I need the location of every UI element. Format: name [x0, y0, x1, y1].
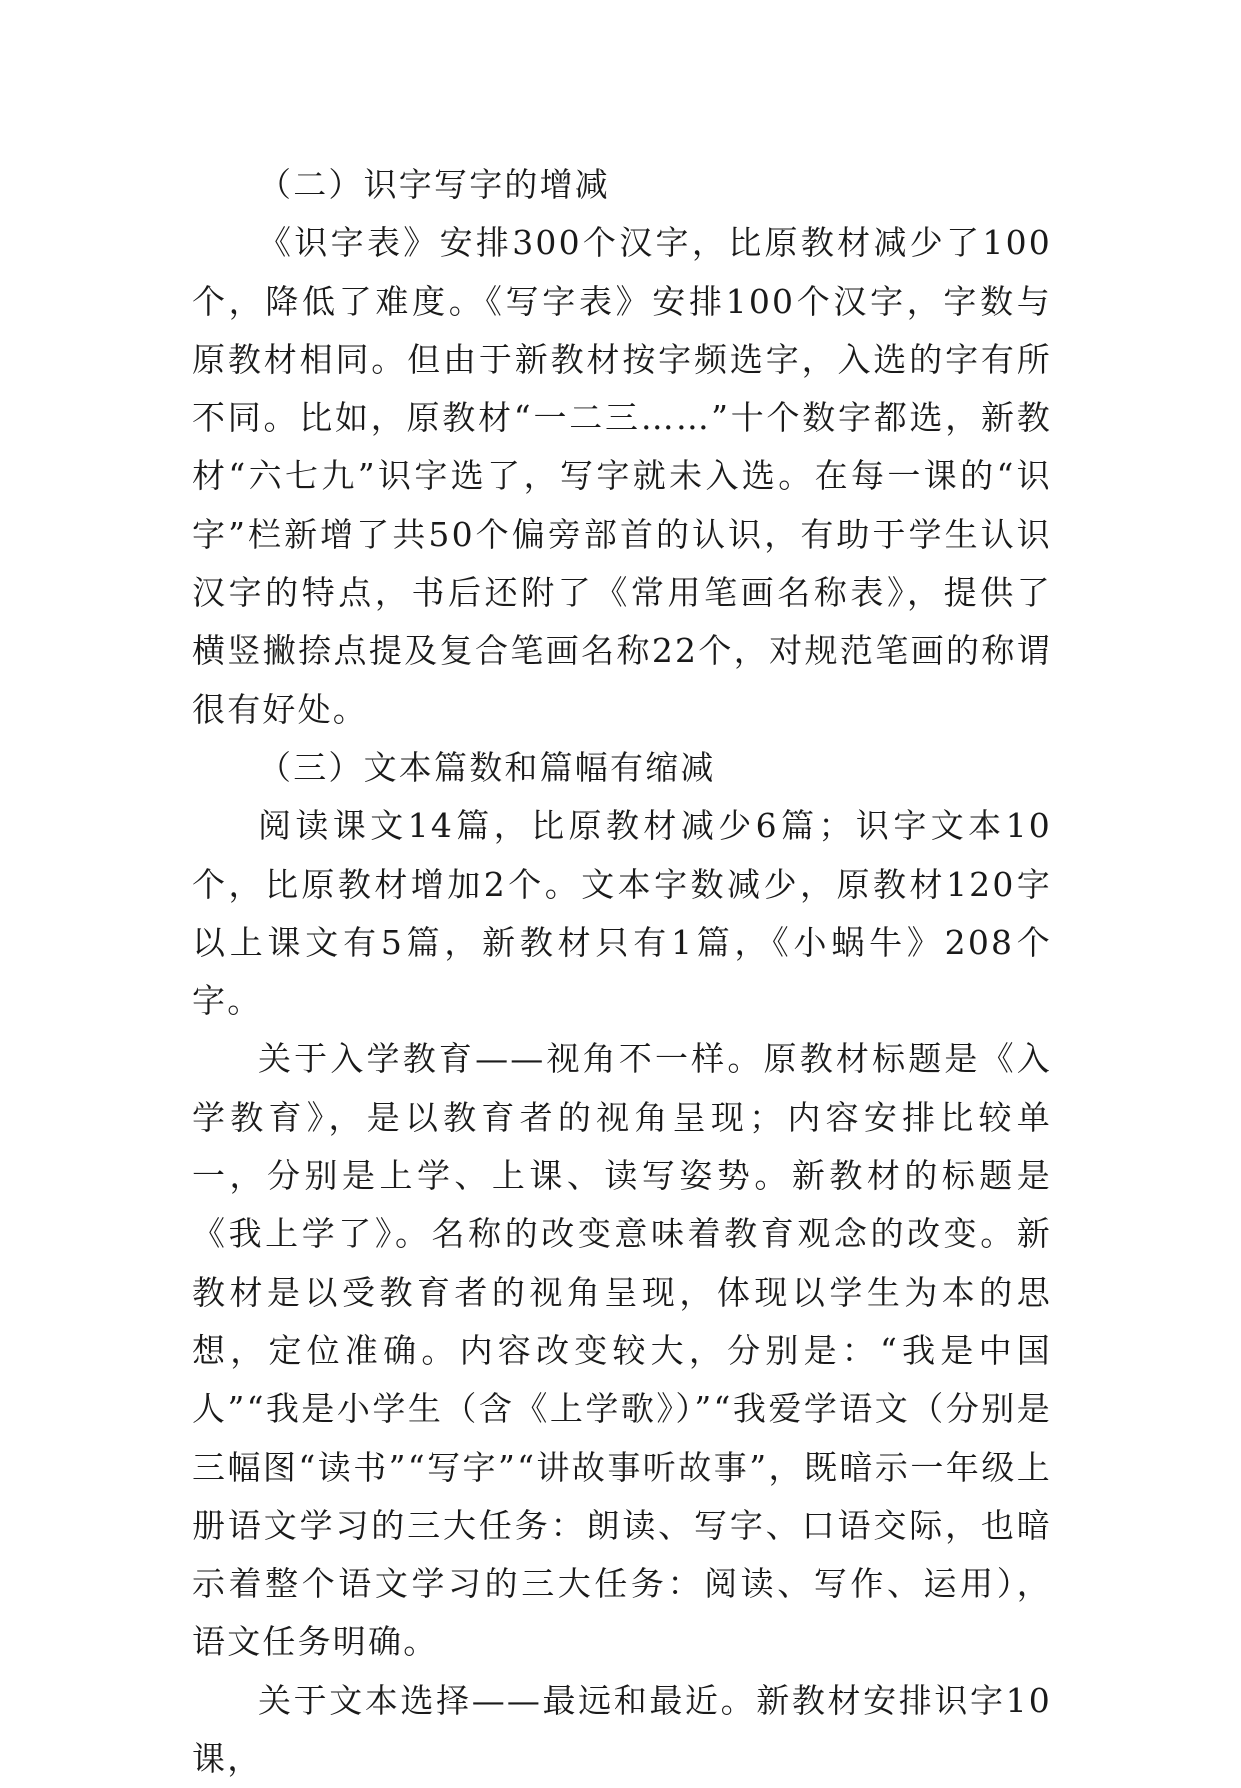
paragraph-enrollment-education: 关于入学教育——视角不一样。原教材标题是《入学教育》，是以教育者的视角呈现；内容安排比较单一，分别是上学、上课、读写姿势。新教材的标题是《我上学了》。名称的改变意味着教育观念的改变。新教材是以受教育者的视角呈现，体现以学生为本的思想，定位准确。内容改变较大，分别是：“我是中国人”“我是小学生（含《上学歌》）”“我爱学语文（分别是三幅图“读书”“写字”“讲故事听故事”，既暗示一年级上册语文学习的三大任务：朗读、写字、口语交际，也暗示着整个语文学习的三大任务：阅读、写作、运用），语文任务明确。	[192, 1039, 1052, 1662]
paragraph-text-selection: 关于文本选择——最远和最近。新教材安排识字10课，	[192, 1680, 1052, 1779]
section-heading-3: （三）文本篇数和篇幅有缩减	[258, 747, 716, 787]
section-heading-2: （二）识字写字的增减	[258, 165, 610, 204]
paragraph-text-count: 阅读课文14篇，比原教材减少6篇；识字文本10个，比原教材增加2个。文本字数减少，原教材120字以上课文有5篇，新教材只有1篇，《小蜗牛》208个字。	[192, 806, 1052, 1021]
document-body	[192, 156, 1052, 1788]
paragraph-literacy-tables: 《识字表》安排300个汉字，比原教材减少了100个，降低了难度。《写字表》安排100个汉字，字数与原教材相同。但由于新教材按字频选字，入选的字有所不同。比如，原教材“一二三……”十个数字都选，新教材“六七九”识字选了，写字就未入选。在每一课的“识字”栏新增了共50个偏旁部首的认识，有助于学生认识汉字的特点，书后还附了《常用笔画名称表》，提供了横竖撇捺点提及复合笔画名称22个，对规范笔画的称谓很有好处。	[192, 223, 1052, 729]
